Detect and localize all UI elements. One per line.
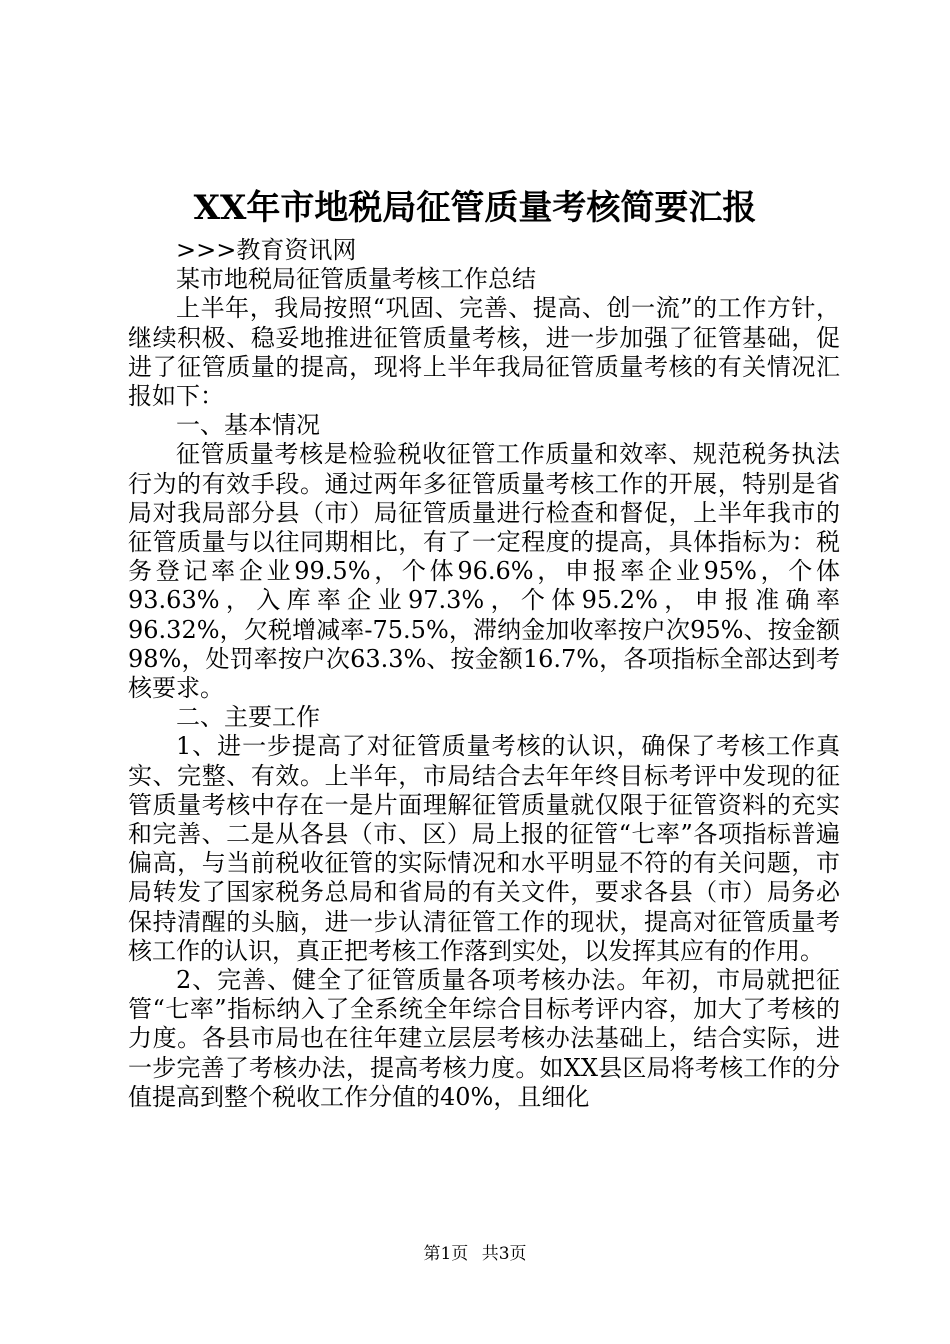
subtitle-line: 某市地税局征管质量考核工作总结: [176, 265, 536, 294]
page-total: 共3页: [481, 1244, 527, 1264]
page-footer: [0, 1242, 950, 1266]
document-body: [128, 236, 840, 1112]
work-item-1-paragraph: 1、进一步提高了对征管质量考核的认识，确保了考核工作真实、完整、有效。上半年，市局结合去年年终目标考评中发现的征管质量考核中存在一是片面理解征管质量就仅限于征管资料的充实和完善、二是从各县（市、区）局上报的征管“七率”各项指标普遍偏高，与当前税收征管的实际情况和水平明显不符的有关问题，市局转发了国家税务总局和省局的有关文件，要求各县（市）局务必保持清醒的头脑，进一步认清征管工作的现状，提高对征管质量考核工作的认识，真正把考核工作落到实处，以发挥其应有的作用。: [128, 732, 840, 965]
section-heading-basic: 一、基本情况: [176, 411, 320, 440]
document-title: XX年市地税局征管质量考核简要汇报: [193, 188, 757, 228]
intro-paragraph: 上半年，我局按照“巩固、完善、提高、创一流”的工作方针，继续积极、稳妥地推进征管质量考核，进一步加强了征管基础，促进了征管质量的提高，现将上半年我局征管质量考核的有关情况汇报如下：: [128, 294, 840, 411]
basic-situation-paragraph: 征管质量考核是检验税收征管工作质量和效率、规范税务执法行为的有效手段。通过两年多征管质量考核工作的开展，特别是省局对我局部分县（市）局征管质量进行检查和督促，上半年我市的征管质量与以往同期相比，有了一定程度的提高，具体指标为：税务登记率企业99.5%，个体96.6%，申报率企业95%，个体93.63%，入库率企业97.3%，个体95.2%，申报准确率96.32%，欠税增减率-75.5%，滞纳金加收率按户次95%、按金额98%，处罚率按户次63.3%、按金额16.7%，各项指标全部达到考核要求。: [128, 440, 840, 703]
source-line: >>>教育资讯网: [176, 236, 357, 264]
work-item-2-paragraph: 2、完善、健全了征管质量各项考核办法。年初，市局就把征管“七率”指标纳入了全系统全年综合目标考评内容，加大了考核的力度。各县市局也在往年建立层层考核办法基础上，结合实际，进一步完善了考核办法，提高考核力度。如XX县区局将考核工作的分值提高到整个税收工作分值的40%，且细化: [128, 966, 840, 1111]
page-number: 第1页: [423, 1244, 469, 1264]
section-heading-main-work: 二、主要工作: [176, 703, 320, 732]
